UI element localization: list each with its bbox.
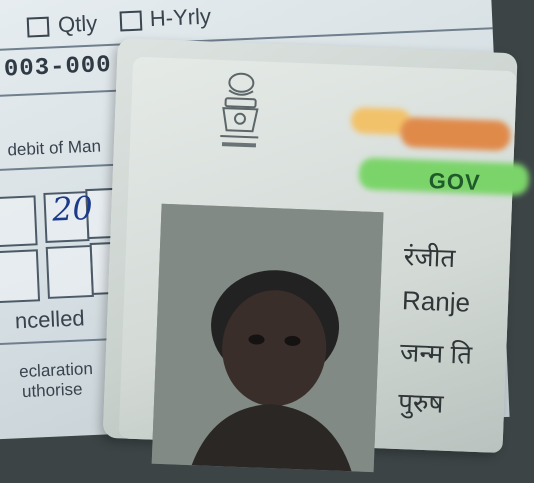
holder-photo xyxy=(152,204,384,472)
digit-box[interactable] xyxy=(0,249,40,303)
qtly-label: Qtly xyxy=(57,10,98,38)
hyrly-checkbox[interactable] xyxy=(120,11,143,32)
digit-box[interactable] xyxy=(0,195,38,247)
national-emblem-icon xyxy=(211,68,268,162)
debit-text: debit of Man xyxy=(7,136,102,160)
authorise-text: uthorise xyxy=(21,379,83,402)
form-code: 003-000 xyxy=(3,51,113,84)
dob-label-hindi: जन्म ति xyxy=(399,337,473,370)
voter-id-card xyxy=(103,38,518,453)
hyrly-label: H-Yrly xyxy=(149,3,212,32)
cancelled-text: ncelled xyxy=(14,305,86,334)
portrait-silhouette xyxy=(152,204,384,472)
declaration-text: eclaration xyxy=(18,359,94,382)
holder-name-english: Ranje xyxy=(401,285,471,318)
gov-heading: GOV xyxy=(428,168,482,196)
qtly-checkbox[interactable] xyxy=(27,17,50,38)
card-face xyxy=(119,57,517,453)
digit-box[interactable] xyxy=(46,245,94,299)
gender-hindi: पुरुष xyxy=(397,387,445,419)
tricolor-stripe-orange xyxy=(400,117,511,151)
handwritten-digits: 20 xyxy=(51,188,94,229)
holder-name-hindi: रंजीत xyxy=(403,241,456,274)
